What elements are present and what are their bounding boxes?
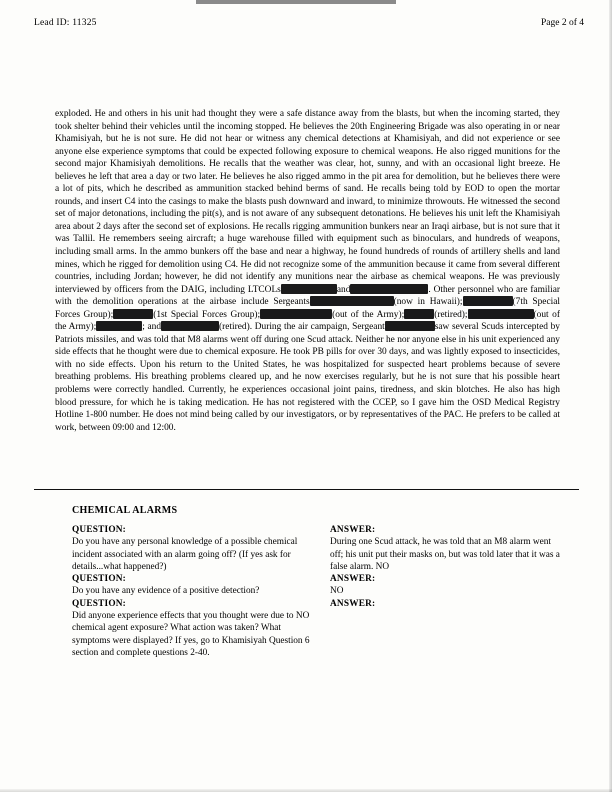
answer-text-1: During one Scud attack, he was told that an M8 alarm went off; his unit put their masks on, but was told later that it was a false alarm. NO [330, 537, 560, 572]
question-label-1: QUESTION: [72, 525, 126, 535]
answer-label-3: ANSWER: [330, 598, 376, 609]
redaction-bar [260, 309, 332, 319]
narrative-text-9: (out of the Army); [55, 309, 560, 333]
narrative-text-3: . Other personnel who are familiar with the demolition operations at the airbase include Sergeants [55, 284, 560, 308]
page-number: Page 2 of 4 [540, 18, 584, 28]
question-text-3: Did anyone experience effects that you thought were due to NO chemical agent exposure? What action was taken? What symptoms were displayed? If yes, go to Khamisiyah Question 6 section and complete questions 2-40. [72, 611, 310, 658]
narrative-text-10: ; and [142, 322, 162, 333]
narrative-text-5: (7th Special Forces Group); [55, 297, 560, 320]
redaction-bar [113, 309, 153, 319]
narrative-paragraph [55, 108, 560, 434]
redaction-bar [350, 284, 428, 294]
answer-column [330, 524, 560, 610]
narrative-text-7: (out of the Army); [332, 309, 405, 320]
scan-artifact [196, 0, 396, 4]
answer-label-2: ANSWER: [330, 574, 376, 585]
question-text-2: Do you have any evidence of a positive detection? [72, 586, 260, 597]
question-label-3: QUESTION: [72, 598, 126, 609]
redaction-bar [468, 309, 534, 319]
question-column [72, 524, 317, 659]
redaction-bar [310, 296, 394, 306]
question-label-2: QUESTION: [72, 574, 126, 585]
section-divider [34, 489, 579, 490]
redaction-bar [161, 321, 219, 331]
narrative-text-8: (retired); [434, 309, 468, 320]
page-header [0, 18, 612, 32]
narrative-text-12: saw several Scuds intercepted by Patriots missiles, and was told that M8 alarms went off during one Scud attack. Neither he nor anyone else in his unit experienced any side effects that he thought were due to chemical exposure. He took PB pills for over 30 days, and was lightly exposed to insecticides, with no side effects. Upon his return to the United States, he was hospitalized for suspected heart problems because of severe breathing problems. His breathing problems cleared up, and he now exercises regularly, but he is not sure that his possible heart problems were correctly handled. Currently, he experiences occasional joint pains, tiredness, and skin blotches. He also has high blood pressure, for which he is taking medication. He has not registered with the CCEP, so I gave him the OSD Medical Registry Hotline 1-800 number. He does not mind being called by our investigators, or by representatives of the PAC. He prefers to be called at work, between 09:00 and 12:00. [55, 322, 560, 433]
answer-label-1: ANSWER: [330, 525, 376, 535]
redaction-bar [96, 321, 142, 331]
lead-id: Lead ID: 11325 [34, 18, 97, 28]
narrative-text-6: (1st Special Forces Group); [153, 309, 261, 320]
question-text-1: Do you have any personal knowledge of a possible chemical incident associated with an alarm going off? (If yes ask for details...what happened?) [72, 537, 298, 572]
redaction-bar [404, 309, 434, 319]
section-title: CHEMICAL ALARMS [72, 505, 178, 516]
narrative-text-1: exploded. He and others in his unit had thought they were a safe distance away from the blasts, but when the incoming started, they took shelter behind their vehicles until the incoming stopped. He believes the 20th Engineering Brigade was also operating in or near Khamisiyah, but he is not sure. He did not hear or witness any chemical detections at Khamisiyah, and did not experience or see anyone else experience symptoms that could be expected following exposure to chemical weapons. He also rigged munitions for the second major Khamisiyah demolitions. He recalls that the weather was clear, hot, sunny, and with an occasional light breeze. He believes he left that area a day or two later. He believes he also rigged ammo in the pit area for demolition, but he believes there were a lot of pits, which he described as ammunition stacked behind berms of sand. He recalls being told by EOD to open the mortar rounds, and insert C4 into the casings to make the blasts push downward and inward, to minimize throwouts. He witnessed the second set of major detonations, including the pit(s), and is not aware of any subsequent detonations. He believes his unit left the Khamisiyah area about 2 days after the second set of explosions. He recalls rigging ammunition bunkers near an Iraqi airbase, but is not sure that it was Tallil. He remembers seeing aircraft; a huge warehouse filled with equipment such as binoculars, and hundreds of weapons, including small arms. In the ammo bunkers off the base and near a highway, he found hundreds of rounds of artillery shells and land mines, which he rigged for demolition using C4. He did not recognize some of the ammunition because it came from several different countries, including Jordan; however, he did not identify any munitions near the airbase as chemical weapons. He was previously interviewed by officers from the DAIG, including LTCOLs [55, 109, 560, 295]
narrative-text-2: and [336, 284, 351, 295]
answer-text-2: NO [330, 586, 344, 597]
narrative-text-11: (retired). During the air campaign, Sergeant [219, 322, 385, 333]
narrative-text-4: (now in Hawaii); [393, 297, 463, 308]
redaction-bar [281, 284, 337, 294]
redaction-bar [463, 296, 513, 306]
redaction-bar [385, 321, 435, 331]
